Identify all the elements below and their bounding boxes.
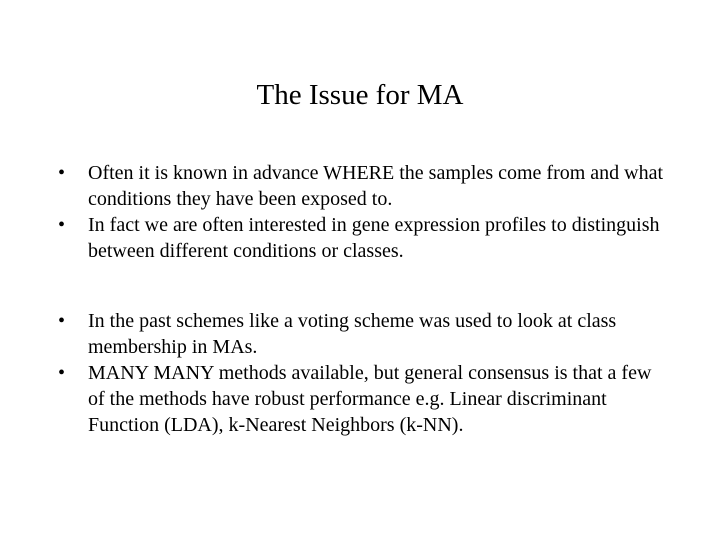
slide-title: The Issue for MA	[256, 79, 464, 111]
bullet-icon: •	[58, 362, 66, 384]
bullet-text: MANY MANY methods available, but general consensus is that a few of the methods have robust performance e.g. Linear discriminant Function (LDA), k-Nearest Neighbors (k-NN).	[88, 362, 652, 436]
bullet-item	[58, 308, 668, 360]
bullet-text: Often it is known in advance WHERE the samples come from and what conditions they have been exposed to.	[88, 162, 664, 210]
bullet-icon: •	[58, 162, 66, 184]
bullet-icon: •	[58, 214, 66, 236]
bullet-text: In fact we are often interested in gene expression profiles to distinguish between different conditions or classes.	[88, 214, 660, 262]
bullet-text: In the past schemes like a voting scheme was used to look at class membership in MAs.	[88, 310, 617, 358]
bullet-list-1	[58, 160, 668, 264]
bullet-item	[58, 160, 668, 212]
bullet-icon: •	[58, 310, 66, 332]
bullet-list-2	[58, 308, 668, 438]
bullet-item	[58, 212, 668, 264]
bullet-item	[58, 360, 668, 438]
